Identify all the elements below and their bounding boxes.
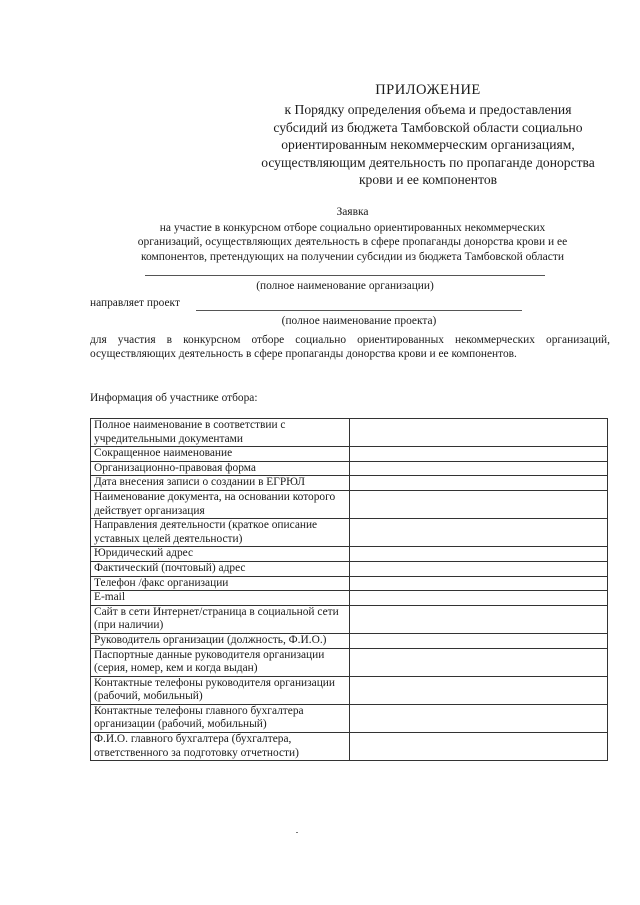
application-line: организаций, осуществляющих деятельность в сфере пропаганды донорства крови и ее bbox=[137, 236, 568, 249]
row-label: Паспортные данные руководителя организации (серия, номер, кем и когда выдан) bbox=[91, 648, 350, 676]
table-row bbox=[91, 447, 608, 462]
row-label: Дата внесения записи о создании в ЕГРЮЛ bbox=[91, 476, 350, 491]
row-label: E-mail bbox=[91, 591, 350, 606]
row-value-field[interactable] bbox=[350, 476, 608, 491]
table-row bbox=[91, 633, 608, 648]
table-row bbox=[91, 419, 608, 447]
row-label: Сайт в сети Интернет/страница в социальной сети (при наличии) bbox=[91, 605, 350, 633]
participant-info-table bbox=[90, 418, 608, 761]
application-title: Заявка bbox=[336, 206, 369, 218]
row-value-field[interactable] bbox=[350, 733, 608, 761]
application-line: компонентов, претендующих на получении субсидии из бюджета Тамбовской области bbox=[140, 250, 565, 263]
scan-mark bbox=[296, 832, 298, 833]
row-value-field[interactable] bbox=[350, 419, 608, 447]
appendix-line: ориентированным некоммерческим организациям, bbox=[281, 137, 575, 153]
row-label: Наименование документа, на основании которого действует организация bbox=[91, 490, 350, 518]
row-label: Фактический (почтовый) адрес bbox=[91, 561, 350, 576]
row-value-field[interactable] bbox=[350, 676, 608, 704]
appendix-heading: ПРИЛОЖЕНИЕ bbox=[375, 82, 481, 98]
appendix-line: субсидий из бюджета Тамбовской области социально bbox=[273, 119, 583, 135]
row-value-field[interactable] bbox=[350, 605, 608, 633]
row-label: Сокращенное наименование bbox=[91, 447, 350, 462]
row-label: Телефон /факс организации bbox=[91, 576, 350, 591]
project-name-caption: (полное наименование проекта) bbox=[281, 315, 437, 327]
row-value-field[interactable] bbox=[350, 576, 608, 591]
table-row bbox=[91, 547, 608, 562]
table-row bbox=[91, 490, 608, 518]
row-value-field[interactable] bbox=[350, 447, 608, 462]
row-value-field[interactable] bbox=[350, 547, 608, 562]
org-name-caption: (полное наименование организации) bbox=[256, 280, 434, 292]
table-row bbox=[91, 733, 608, 761]
row-value-field[interactable] bbox=[350, 490, 608, 518]
table-row bbox=[91, 591, 608, 606]
row-value-field[interactable] bbox=[350, 704, 608, 732]
purpose-text: для участия в конкурсном отборе социально ориентированных некоммерческих организаций, осуществляющих деятельность в сфере пропаганды донорства крови и ее компонентов. bbox=[90, 334, 610, 361]
appendix-header bbox=[228, 82, 628, 188]
row-label: Полное наименование в соответствии с учредительными документами bbox=[91, 419, 350, 447]
table-row bbox=[91, 648, 608, 676]
row-value-field[interactable] bbox=[350, 519, 608, 547]
row-value-field[interactable] bbox=[350, 591, 608, 606]
table-row bbox=[91, 461, 608, 476]
info-heading: Информация об участнике отбора: bbox=[90, 392, 258, 404]
row-label: Контактные телефоны руководителя организации (рабочий, мобильный) bbox=[91, 676, 350, 704]
project-label: направляет проект bbox=[90, 297, 180, 309]
table-row bbox=[91, 576, 608, 591]
row-label: Организационно-правовая форма bbox=[91, 461, 350, 476]
table-row bbox=[91, 605, 608, 633]
row-label: Ф.И.О. главного бухгалтера (бухгалтера, ответственного за подготовку отчетности) bbox=[91, 733, 350, 761]
application-line: на участие в конкурсном отборе социально ориентированных некоммерческих bbox=[159, 222, 546, 235]
appendix-line: крови и ее компонентов bbox=[358, 172, 498, 188]
row-value-field[interactable] bbox=[350, 561, 608, 576]
row-label: Юридический адрес bbox=[91, 547, 350, 562]
row-value-field[interactable] bbox=[350, 633, 608, 648]
application-title-block bbox=[95, 205, 610, 264]
project-name-line[interactable] bbox=[196, 310, 522, 311]
appendix-line: к Порядку определения объема и предоставления bbox=[284, 102, 572, 118]
table-row bbox=[91, 519, 608, 547]
row-value-field[interactable] bbox=[350, 648, 608, 676]
appendix-line: осуществляющим деятельность по пропаганде донорства bbox=[261, 154, 595, 170]
row-label: Контактные телефоны главного бухгалтера организации (рабочий, мобильный) bbox=[91, 704, 350, 732]
table-row bbox=[91, 704, 608, 732]
table-row bbox=[91, 561, 608, 576]
table-row bbox=[91, 476, 608, 491]
table-row bbox=[91, 676, 608, 704]
org-name-line[interactable] bbox=[145, 275, 545, 276]
row-label: Руководитель организации (должность, Ф.И.О.) bbox=[91, 633, 350, 648]
row-label: Направления деятельности (краткое описание уставных целей деятельности) bbox=[91, 519, 350, 547]
row-value-field[interactable] bbox=[350, 461, 608, 476]
